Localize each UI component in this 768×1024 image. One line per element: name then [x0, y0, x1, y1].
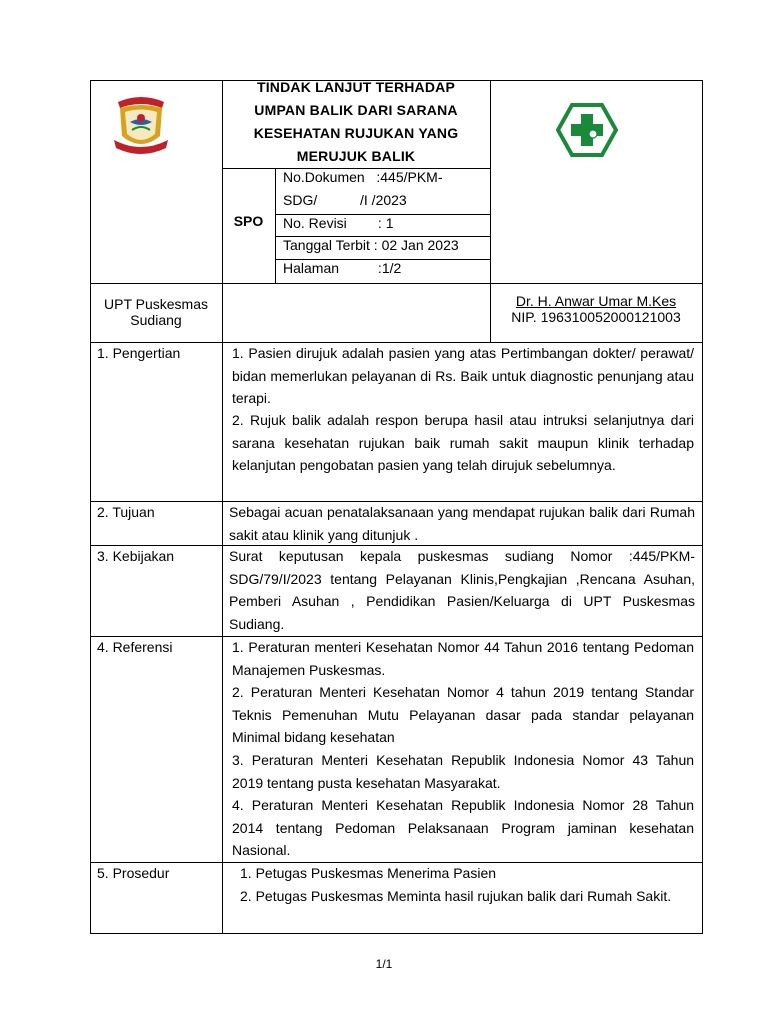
- signer-name: Dr. H. Anwar Umar M.Kes: [515, 293, 677, 309]
- no-revisi: No. Revisi : 1: [283, 215, 394, 231]
- section-label-referensi: 4. Referensi: [97, 639, 173, 655]
- list-item: [232, 794, 694, 862]
- list-text: Peraturan Menteri Kesehatan Republik Indonesia Nomor 43 Tahun 2019 tentang pusta kesehatan Masyarakat.: [232, 752, 695, 791]
- no-dokumen-line-2: SDG/ /I /2023: [283, 192, 407, 208]
- page-number: 1/1: [375, 957, 393, 971]
- document-title: [222, 76, 490, 168]
- list-item: [232, 342, 694, 410]
- org-line: Sudiang: [130, 312, 182, 328]
- spo-label: SPO: [233, 213, 264, 229]
- title-line: MERUJUK BALIK: [296, 148, 416, 164]
- list-text: Petugas Puskesmas Menerima Pasien: [255, 865, 497, 881]
- list-number: 1.: [240, 865, 252, 881]
- tanggal-terbit: Tanggal Terbit : 02 Jan 2023: [283, 237, 459, 253]
- section-label-pengertian: 1. Pengertian: [97, 345, 181, 361]
- section-text-tujuan: Sebagai acuan penatalaksanaan yang mendapat rujukan balik dari Rumah sakit atau klinik yang ditunjuk .: [229, 504, 695, 543]
- list-text: Pasien dirujuk adalah pasien yang atas Pertimbangan dokter/ perawat/ bidan memerlukan pelayanan di Rs. Baik untuk diagnostic penunjang atau terapi.: [232, 345, 695, 406]
- section-label-kebijakan: 3. Kebijakan: [97, 548, 175, 564]
- regional-emblem-logo: [110, 94, 172, 158]
- section-label-prosedur: 5. Prosedur: [97, 865, 170, 881]
- title-line: KESEHATAN RUJUKAN YANG: [253, 125, 459, 141]
- list-number: 1.: [232, 639, 244, 655]
- list-item: [232, 409, 694, 477]
- signer-nip: NIP. 196310052000121003: [511, 309, 681, 325]
- title-line: UMPAN BALIK DARI SARANA: [254, 102, 458, 118]
- list-text: Rujuk balik adalah respon berupa hasil atau intruksi selanjutnya dari sarana kesehatan rujukan baik rumah sakit maupun klinik terhadap kelanjutan pengobatan pasien yang telah dirujuk sebelumnya.: [232, 412, 695, 473]
- list-number: 2.: [232, 684, 244, 700]
- list-number: 2.: [240, 888, 252, 904]
- list-text: Peraturan menteri Kesehatan Nomor 44 Tahun 2016 tentang Pedoman Manajemen Puskesmas.: [232, 639, 695, 678]
- no-dokumen-line-1: No.Dokumen :445/PKM-: [283, 169, 443, 185]
- organisation-name: [90, 296, 222, 328]
- list-number: 3.: [232, 752, 244, 768]
- list-item: [232, 636, 694, 681]
- section-label-tujuan: 2. Tujuan: [97, 504, 155, 520]
- section-text-kebijakan: Surat keputusan kepala puskesmas sudiang Nomor :445/PKM-SDG/79/I/2023 tentang Pelayanan Klinis,Pengkajian ,Rencana Asuhan, Pemberi Asuhan , Pendidikan Pasien/Keluarga di UPT Puskesmas Sudiang.: [229, 548, 695, 632]
- list-item: [240, 862, 694, 885]
- list-item: [240, 885, 694, 908]
- list-item: [232, 681, 694, 749]
- halaman: Halaman :1/2: [283, 260, 402, 276]
- title-line: TINDAK LANJUT TERHADAP: [256, 79, 456, 95]
- list-text: Petugas Puskesmas Meminta hasil rujukan balik dari Rumah Sakit.: [255, 888, 672, 904]
- list-text: Peraturan Menteri Kesehatan Republik Indonesia Nomor 28 Tahun 2014 tentang Pedoman Pelaksanaan Program jaminan kesehatan Nasional.: [232, 797, 695, 858]
- health-cross-logo: [556, 103, 618, 157]
- list-text: Peraturan Menteri Kesehatan Nomor 4 tahun 2019 tentang Standar Teknis Pemenuhan Mutu Pelayanan dasar pada standar pelayanan Minimal bidang kesehatan: [232, 684, 694, 745]
- list-number: 4.: [232, 797, 244, 813]
- list-item: [232, 749, 694, 794]
- signer-block: [490, 293, 702, 325]
- list-number: 2.: [232, 412, 244, 428]
- list-number: 1.: [232, 345, 244, 361]
- org-line: UPT Puskesmas: [104, 296, 208, 312]
